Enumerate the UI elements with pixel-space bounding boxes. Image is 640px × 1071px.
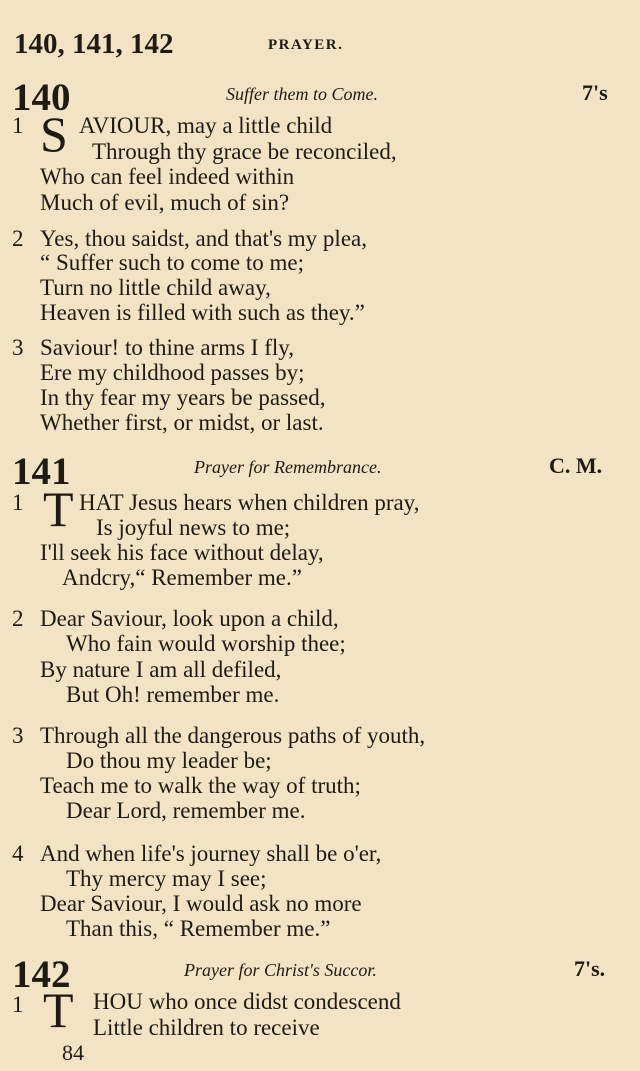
verse-line: Much of evil, much of sin? xyxy=(40,190,290,215)
verse-line: By nature I am all defiled, xyxy=(40,657,282,682)
drop-cap: S xyxy=(40,106,68,162)
verse-line: Through all the dangerous paths of youth, xyxy=(40,723,426,748)
drop-cap: T xyxy=(43,982,74,1038)
verse-line: Yes, thou saidst, and that's my plea, xyxy=(40,226,367,251)
hymn-meter: 7's. xyxy=(574,956,606,981)
verse-line: Than this, “ Remember me.” xyxy=(66,916,331,941)
verse-line: Dear Lord, remember me. xyxy=(66,798,306,823)
hymn-meter: C. M. xyxy=(549,453,603,478)
verse-line: Turn no little child away, xyxy=(40,275,271,300)
verse-line: Thy mercy may I see; xyxy=(66,866,267,891)
running-head-title: PRAYER. xyxy=(268,37,344,53)
hymn-meter: 7's xyxy=(582,80,608,105)
verse-line: Heaven is filled with such as they.” xyxy=(40,300,365,325)
hymn-number: 140 xyxy=(12,76,71,119)
verse-line: HAT Jesus hears when children pray, xyxy=(79,490,420,515)
verse-line: But Oh! remember me. xyxy=(66,682,280,707)
page-number: 84 xyxy=(62,1040,84,1065)
running-head-hymn-numbers: 140, 141, 142 xyxy=(14,28,174,60)
verse-line: And when life's journey shall be o'er, xyxy=(40,841,382,866)
hymn-title: Prayer for Christ's Succor. xyxy=(184,960,377,980)
verse-number: 1 xyxy=(12,113,24,138)
hymn-number: 142 xyxy=(12,953,71,996)
verse-line: Who fain would worship thee; xyxy=(66,631,346,656)
verse-number: 1 xyxy=(12,490,24,515)
verse-line: In thy fear my years be passed, xyxy=(40,385,326,410)
verse-line: Andcry,“ Remember me.” xyxy=(62,565,302,590)
verse-line: “ Suffer such to come to me; xyxy=(40,250,305,275)
verse-number: 2 xyxy=(12,226,24,251)
verse-line: Teach me to walk the way of truth; xyxy=(40,773,361,798)
verse-number: 3 xyxy=(12,335,24,360)
verse-line: Little children to receive xyxy=(93,1015,320,1040)
verse-line: Do thou my leader be; xyxy=(66,748,272,773)
hymn-number: 141 xyxy=(12,450,71,493)
verse-number: 2 xyxy=(12,606,24,631)
verse-line: AVIOUR, may a little child xyxy=(79,113,333,138)
hymn-title: Prayer for Remembrance. xyxy=(194,457,382,477)
verse-line: Ere my childhood passes by; xyxy=(40,360,305,385)
verse-line: Dear Saviour, look upon a child, xyxy=(40,606,339,631)
verse-line: Is joyful news to me; xyxy=(96,515,291,540)
verse-line: Whether first, or midst, or last. xyxy=(40,410,324,435)
drop-cap: T xyxy=(43,481,74,537)
verse-line: Through thy grace be reconciled, xyxy=(92,139,397,164)
verse-line: HOU who once didst condescend xyxy=(93,989,401,1014)
verse-line: I'll seek his face without delay, xyxy=(40,540,324,565)
verse-line: Who can feel indeed within xyxy=(40,164,295,189)
verse-number: 3 xyxy=(12,723,24,748)
verse-number: 1 xyxy=(12,992,24,1017)
verse-line: Dear Saviour, I would ask no more xyxy=(40,891,362,916)
verse-number: 4 xyxy=(12,841,24,866)
hymn-title: Suffer them to Come. xyxy=(226,84,378,104)
verse-line: Saviour! to thine arms I fly, xyxy=(40,335,295,360)
